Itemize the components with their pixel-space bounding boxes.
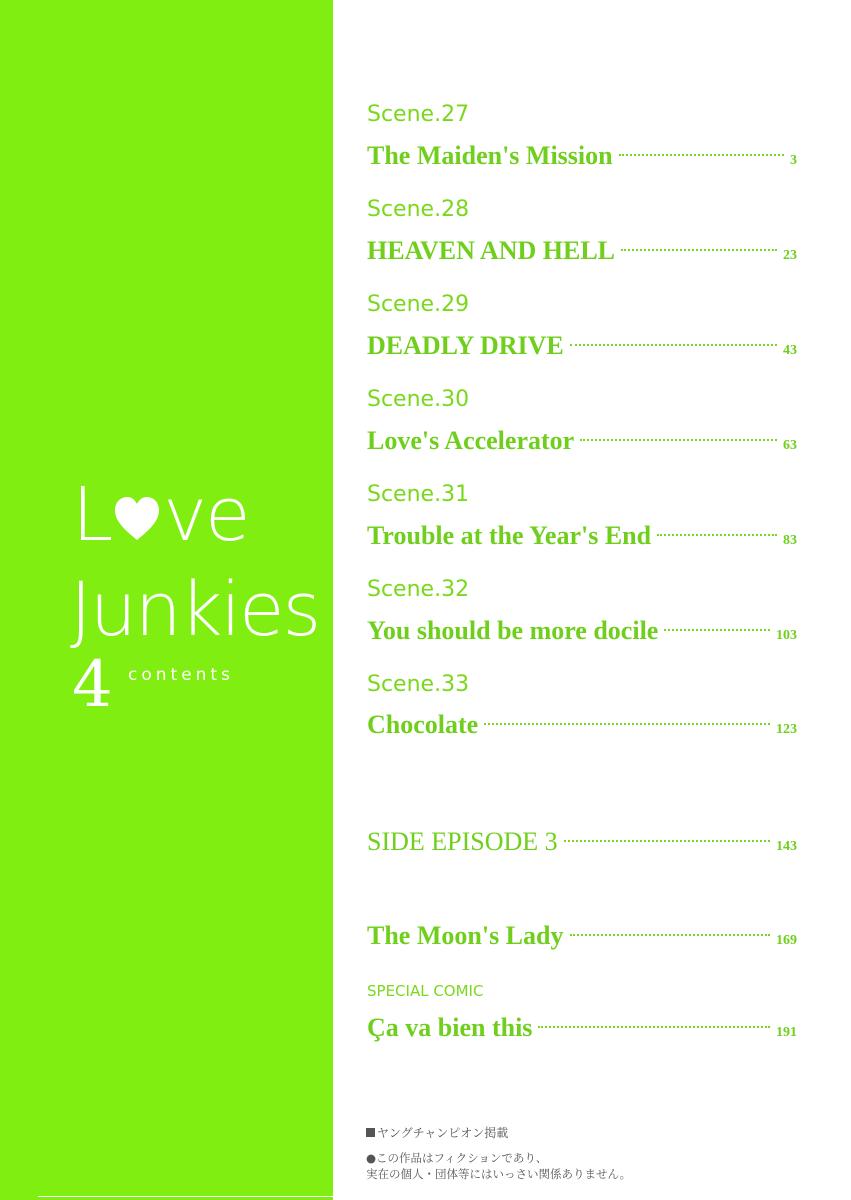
dot-leader — [484, 723, 770, 725]
moons-lady-title: The Moon's Lady — [367, 921, 564, 950]
toc-entry — [367, 521, 797, 551]
page-number: 169 — [776, 933, 797, 948]
scene-label: Scene.29 — [367, 292, 470, 317]
logo-love — [72, 470, 249, 560]
publication-note — [366, 1124, 508, 1141]
scene-label: Scene.28 — [367, 197, 470, 222]
divider — [38, 1196, 333, 1197]
toc-entry — [367, 236, 797, 266]
scene-label: Scene.31 — [367, 482, 470, 507]
dot-leader — [657, 534, 777, 536]
toc-entry-special — [367, 1013, 797, 1043]
scene-label: Scene.32 — [367, 577, 470, 602]
toc-entry-moons-lady — [367, 921, 797, 951]
scene-label: Scene.30 — [367, 387, 470, 412]
fiction-disclaimer — [366, 1150, 631, 1182]
page-number: 83 — [783, 533, 797, 548]
chapter-title: Love's Accelerator — [367, 426, 575, 455]
heart-icon — [112, 494, 162, 544]
chapter-title: DEADLY DRIVE — [367, 331, 564, 360]
volume-number: 4 — [72, 648, 113, 722]
square-bullet-icon — [366, 1128, 375, 1137]
toc-entry-side-episode — [367, 827, 797, 857]
toc-entry — [367, 616, 797, 646]
logo-letters-ve: ve — [163, 472, 249, 558]
chapter-title: The Maiden's Mission — [367, 141, 613, 170]
page-number: 63 — [783, 438, 797, 453]
scene-label: Scene.27 — [367, 102, 470, 127]
dot-leader — [619, 154, 784, 156]
chapter-title: HEAVEN AND HELL — [367, 236, 616, 265]
page-number: 3 — [790, 153, 797, 168]
dot-leader — [570, 344, 777, 346]
toc-entry — [367, 426, 797, 456]
page-number: 143 — [776, 839, 797, 854]
special-comic-label: SPECIAL COMIC — [367, 982, 484, 1000]
disclaimer-line-2: 実在の個人・団体等にはいっさい関係ありません。 — [366, 1167, 632, 1181]
dot-leader — [570, 934, 771, 936]
dot-leader — [580, 439, 777, 441]
disclaimer-line-1: ●この作品はフィクションであり、 — [366, 1151, 548, 1165]
toc-entry — [367, 331, 797, 361]
page-number: 23 — [783, 248, 797, 263]
page-number: 191 — [776, 1025, 797, 1040]
contents-label: contents — [128, 665, 234, 685]
chapter-title: Trouble at the Year's End — [367, 521, 652, 550]
scene-label: Scene.33 — [367, 672, 470, 697]
toc-entry — [367, 141, 797, 171]
page-number: 123 — [776, 722, 797, 737]
dot-leader — [564, 840, 770, 842]
dot-leader — [621, 249, 777, 251]
logo-letter-l: L — [72, 472, 112, 558]
publication-text: ヤングチャンピオン掲載 — [377, 1126, 509, 1140]
page-number: 43 — [783, 343, 797, 358]
chapter-title: Chocolate — [367, 710, 479, 739]
special-comic-title: Ça va bien this — [367, 1013, 533, 1042]
logo-junkies: Junkies — [70, 567, 320, 653]
toc-entry — [367, 710, 797, 740]
chapter-title: You should be more docile — [367, 616, 659, 645]
dot-leader — [538, 1026, 770, 1028]
page-number: 103 — [776, 628, 797, 643]
side-episode-title: SIDE EPISODE 3 — [367, 827, 558, 856]
dot-leader — [664, 629, 770, 631]
